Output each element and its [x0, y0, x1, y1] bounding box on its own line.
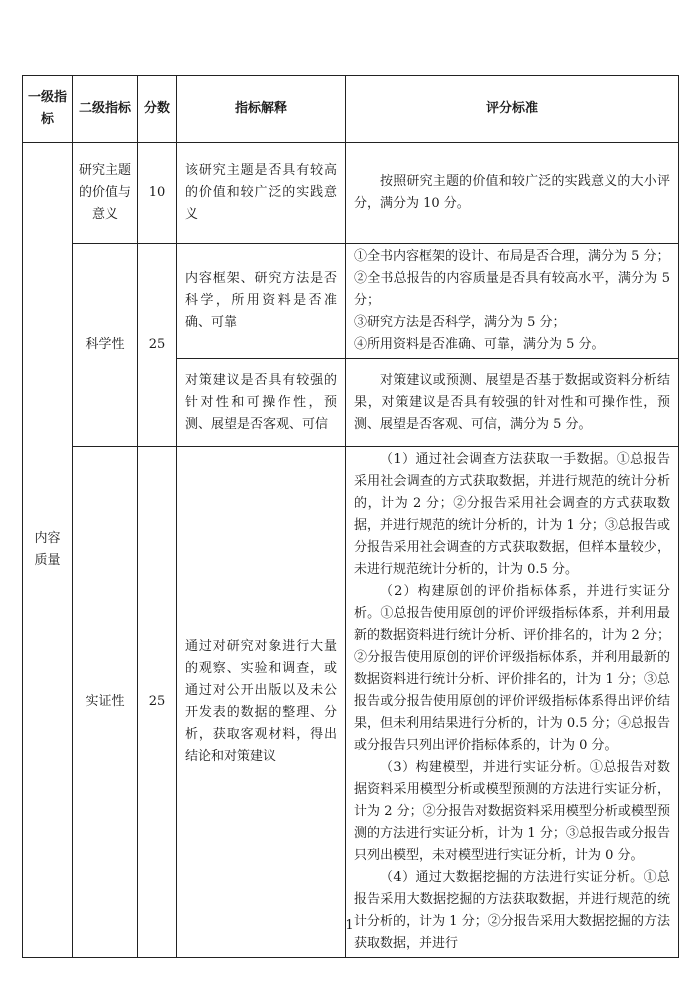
score-cell: 25	[138, 244, 177, 447]
level1-cell: 内容质量	[23, 143, 73, 958]
explanation-cell: 通过对研究对象进行大量的观察、实验和调查，或通过对公开出版以及未公开发表的数据的整理、分析，获取客观材料，得出结论和对策建议	[177, 447, 346, 958]
criteria-item: （1）通过社会调查方法获取一手数据。①总报告采用社会调查的方式获取数据，并进行规范的统计分析的，计为 2 分；②分报告采用社会调查的方式获取数据，并进行规范的统计分析的，计为 1 分；③总报告或分报告采用社会调查的方式获取数据，但样本量较少，未进行规范统计分析的，计为 0.5 分。	[354, 452, 670, 577]
page-number: 1	[345, 918, 354, 933]
level2-cell: 研究主题的价值与意义	[73, 143, 138, 244]
criteria-cell	[346, 447, 679, 958]
criteria-item: ③研究方法是否科学，满分为 5 分；	[354, 315, 566, 330]
criteria-item: ④所用资料是否准确、可靠，满分为 5 分。	[354, 337, 605, 352]
explanation-cell: 对策建议是否具有较强的针对性和可操作性，预测、展望是否客观、可信	[177, 359, 346, 447]
header-level1: 一级指标	[23, 76, 73, 143]
header-criteria: 评分标准	[346, 76, 679, 143]
score-cell: 10	[138, 143, 177, 244]
table-row	[23, 447, 679, 958]
criteria-item: ①全书内容框架的设计、布局是否合理，满分为 5 分；	[354, 249, 670, 264]
criteria-item: （4）通过大数据挖掘的方法进行实证分析。①总报告采用大数据挖掘的方法获取数据，并进行规范的统计分析的，计为 1 分；②分报告采用大数据挖掘的方法获取数据，并进行	[354, 870, 670, 951]
criteria-item: ②全书总报告的内容质量是否具有较高水平，满分为 5 分；	[354, 271, 670, 308]
header-row	[23, 76, 679, 143]
evaluation-table	[22, 75, 679, 958]
explanation-cell: 该研究主题是否具有较高的价值和较广泛的实践意义	[177, 143, 346, 244]
explanation-cell: 内容框架、研究方法是否科学，所用资料是否准确、可靠	[177, 244, 346, 359]
criteria-item: （2）构建原创的评价指标体系，并进行实证分析。①总报告使用原创的评价评级指标体系，并利用最新的数据资料进行统计分析、评价排名的，计为 2 分；②分报告使用原创的评价评级指标体系，并利用最新的数据资料进行统计分析、评价排名的，计为 1 分；③总报告或分报告使用原创的评价评级指标体系得出评价结果，但未利用结果进行分析的，计为 0.5 分；④总报告或分报告只列出评价指标体系的，计为 0 分。	[354, 584, 670, 753]
header-score: 分数	[138, 76, 177, 143]
header-explanation: 指标解释	[177, 76, 346, 143]
criteria-cell	[346, 244, 679, 359]
header-level2: 二级指标	[73, 76, 138, 143]
score-cell: 25	[138, 447, 177, 958]
level2-cell: 实证性	[73, 447, 138, 958]
level2-cell: 科学性	[73, 244, 138, 447]
criteria-item: （3）构建模型，并进行实证分析。①总报告对数据资料采用模型分析或模型预测的方法进行实证分析，计为 2 分；②分报告对数据资料采用模型分析或模型预测的方法进行实证分析，计为 1 分；③总报告或分报告只列出模型，未对模型进行实证分析，计为 0 分。	[354, 760, 670, 863]
table-row	[23, 143, 679, 244]
criteria-cell: 对策建议或预测、展望是否基于数据或资料分析结果，对策建议是否具有较强的针对性和可操作性，预测、展望是否客观、可信，满分为 5 分。	[346, 359, 679, 447]
table-row	[23, 244, 679, 359]
criteria-cell: 按照研究主题的价值和较广泛的实践意义的大小评分，满分为 10 分。	[346, 143, 679, 244]
